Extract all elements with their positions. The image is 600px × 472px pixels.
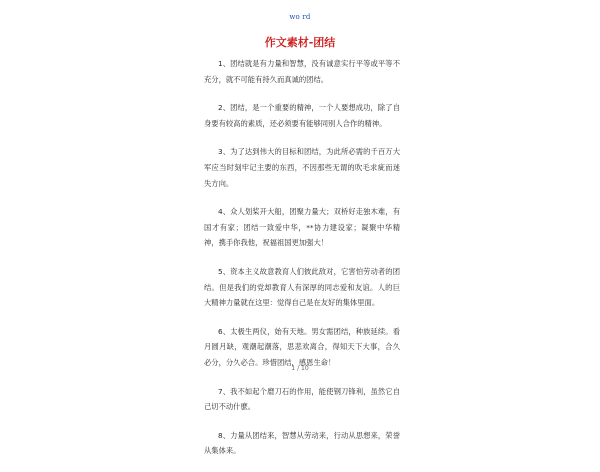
document-title: 作文素材-团结 (264, 36, 336, 49)
document-body (204, 56, 400, 472)
word-logo: wo rd (289, 13, 311, 21)
paragraph-2: 2、团结，是一个重要的精神，一个人要想成功，除了自身要有较高的素质，还必须要有能够同别人合作的精神。 (204, 103, 400, 128)
paragraph-7: 7、我不如起个磨刀石的作用，能使钢刀锋利，虽然它自己切不动什麽。 (204, 386, 400, 412)
paragraph-4: 4、众人划桨开大船，团聚力量大；双桥好走独木难，有国才有家；团结一致爱中华，**协力建设家；凝聚中华精神，携手你我他，祝福祖国更加强大！ (204, 207, 400, 248)
paragraph-6: 6、太极生两仪，始有天地。男女需团结，种族延续。看月圆月缺，观潮起潮落，思悲欢离合，得知天下大事，合久必分，分久必合。珍惜团结，感恩生命！ (204, 326, 400, 367)
page-indicator: 1 / 10 (291, 365, 309, 372)
paragraph-1: 1、团结就是有力量和智慧，没有诚意实行平等或平等不充分，就不可能有持久而真诚的团结。 (204, 59, 400, 84)
paragraph-3: 3、为了达到伟大的目标和团结，为此所必需的千百万大军应当时刻牢记主要的东西，不因那些无谓的吹毛求疵而迷失方向。 (204, 147, 400, 188)
paragraph-5: 5、资本主义故意教育人们彼此敌对，它害怕劳动者的团结。但是我们的党却教育人有深厚的同志爱和友谊。人的巨大精神力量就在这里：觉得自己是在友好的集体里面。 (204, 266, 400, 308)
paragraph-8: 8、力量从团结来，智慧从劳动来，行动从思想来，荣誉从集体来。 (204, 430, 400, 456)
